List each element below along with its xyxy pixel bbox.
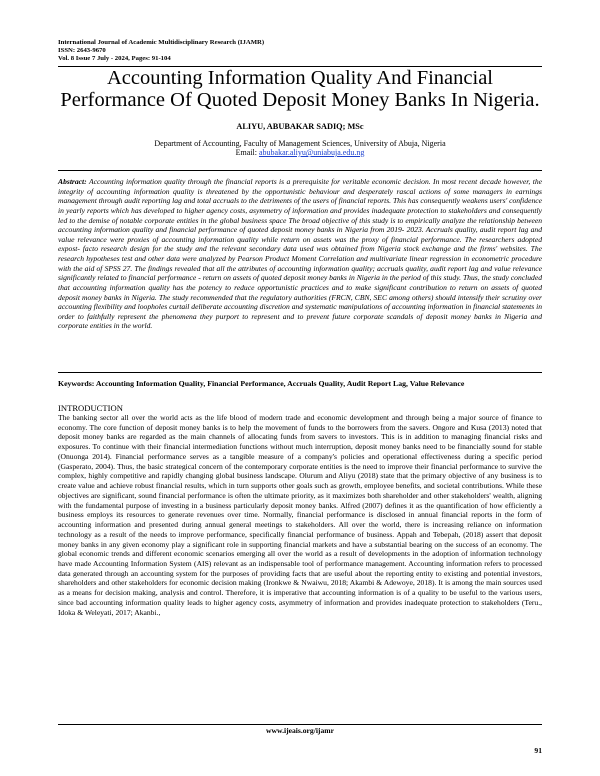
abstract-text: Accounting information quality through the financial reports is a prerequisite for veritable economic decision. In most recent decade however, the integrity of accounting information quality is threatened by the opportunistic behaviour and desperately rascal actions of some managers in earnings management through audit reporting lag and total accruals to the detriments of the users of financial reports. This has consequently weakens users' confidence in yearly reports which has developed to higher agency costs, asymmetry of information and provides inadequate protection to stakeholders and consequently led to the demise of notable corporate entities in the global business space The broad objective of this study is to empirically analyze the relationship between accounting information quality and financial performance of quoted deposit money banks in Nigeria from 2019- 2023. Accruals quality, audit report lag and value relevance were proxies of accounting information quality while return on assets was the proxy of financial performance. The researchers adopted expost- facto research design for the study and the relevant secondary data used was obtained from Nigeria stock exchange and the firms' websites. The research hypotheses test and other data were analyzed by Pearson Product Moment Correlation and multivariate linear regression in econometric procedure with the aid of SPSS 27. The findings revealed that all the attributes of accounting information quality; accruals quality, audit report lag and value relevance significantly related to financial performance - return on assets of quoted deposit money banks in Nigeria in the period of this study. Thus, the study concluded that accounting information quality has the potency to reduce opportunistic practices and to make significant contribution to return on assets of quoted deposit money banks in Nigeria. The study recommended that the regulatory authorities (FRCN, CBN, SEC among others) should intensify their scrutiny over accounting flexibility and loopholes curtail deliberate accounting discretion and systematic manipulations of accounting information in financial statements in order to faithfully represent the phenomena they purport to represent and to prevent future corporate scandals of deposit money banks in Nigeria and corporate entities in the world.: [58, 177, 542, 331]
email-link[interactable]: abubakar.aliyu@uniabuja.edu.ng: [258, 148, 365, 157]
abstract: [58, 177, 542, 331]
introduction-heading: INTRODUCTION: [58, 403, 123, 413]
affiliation: Department of Accounting, Faculty of Management Sciences, University of Abuja, Nigeria: [154, 139, 446, 148]
author-line: ALIYU, ABUBAKAR SADIQ; MSc: [236, 122, 364, 131]
abstract-label: Abstract:: [58, 177, 87, 186]
email-line: [58, 148, 542, 158]
journal-header: [58, 39, 358, 64]
introduction-text: The banking sector all over the world acts as the life blood of modern trade and economic development and through being a major source of finance to economy. The core function of deposit money banks is to help the movement of funds to the borrowers from the savers. Ongore and Kusa (2013) noted that deposit money banks are regarded as the main channels of allocating funds from savers to investors. This is in addition to managing financial risks and exposures. To continue with their financial intermediation functions without much interruption, deposit money banks need to be financially sound for stable (Onuonga 2014). Financial performance serves as a tangible measure of a company's policies and operational effectiveness during a specific period (Gasperato, 2004). Thus, the basic strategical concern of the contemporary corporate entities is the need to improve their financial performance to survive the complex, highly competitive and rapidly changing global business landscape. Olurum and Aliyu (2018) state that the primary objective of any business is to create value and achieve robust financial results, which in turn supports other goals such as growth, employee benefits, and societal contributions. While these objectives are significant, sound financial performance is often the ultimate priority, as it maximizes both shareholder and other stakeholders' wealth, aligning with the fundamental purpose of investing in a business particularly deposit money banks. Alfred (2007) defines it as the quantification of how efficiently a business employs its resources to generate revenues over time. Normally, financial performance is disclosed in annual financial reports in the form of accounting information and presented during annual general meetings to stakeholders. All over the world, there is increasing reliance on information technology as a result of the needs to improve performance, specifically financial performance of business. Appah and Tebepah, (2018) assert that deposit money banks in any given economy play a significant role in supporting financial markets and have a substantial bearing on the success of an economy. The global economic trends and different economic scenarios emerging all over the world as a result of developments in the adoption of information technology have made Accounting Information System (AIS) relevant as an indispensable tool of performance management. Accounting information refers to processed data generated through an accounting system for the purposes of providing facts that are useful about the reporting entity to existing and potential investors, shareholders and other stakeholders for economic decision making (Ironkwe & Nwaiwu, 2018; Akambi & Adewoye, 2018). It is among the main sources used as a means for decision making, analysis and control. Therefore, it is imperative that accounting information is of a quality to be useful to the various users, since bad accounting information quality leads to higher agency costs, asymmetry of information and provides inadequate protection to stakeholders (Teru., Idoka & Weleyati, 2017; Akanbi.,: [58, 413, 542, 617]
article-title: Accounting Information Quality And Financial Performance Of Quoted Deposit Money Banks In Nigeria.: [60, 67, 540, 111]
email-label: Email:: [235, 148, 259, 157]
journal-issn: ISSN: 2643-9670: [58, 47, 106, 55]
abstract-top-divider: [58, 170, 542, 171]
journal-name: International Journal of Academic Multidisciplinary Research (IJAMR): [58, 39, 265, 46]
footer-divider: [58, 724, 542, 725]
page-number: 91: [534, 746, 542, 755]
abstract-bottom-divider: [58, 372, 542, 373]
footer-url[interactable]: www.ijeais.org/ijamr: [266, 726, 334, 735]
keywords: Keywords: Accounting Information Quality, Financial Performance, Accruals Quality, Audit Report Lag, Value Relevance: [58, 379, 465, 388]
journal-volume: Vol. 8 Issue 7 July - 2024, Pages: 91-104: [58, 55, 171, 63]
